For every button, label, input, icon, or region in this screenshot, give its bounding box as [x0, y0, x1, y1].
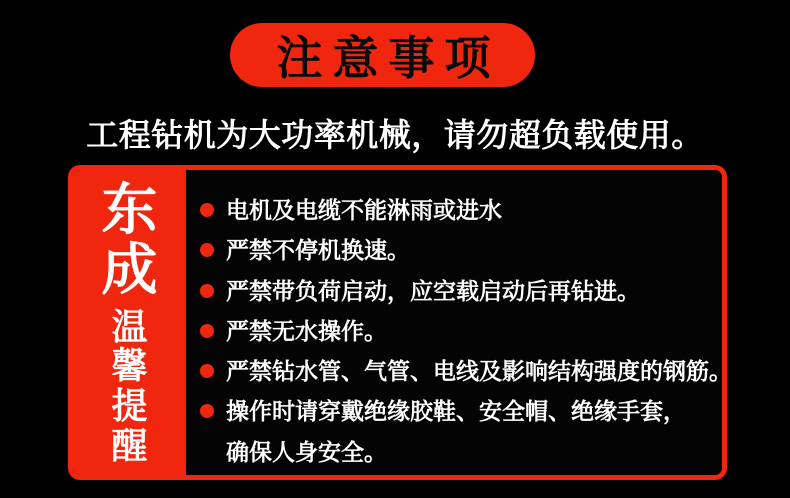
banner-pill	[230, 23, 535, 87]
brand-name: 东成	[101, 177, 158, 301]
bullet-dot-icon	[200, 324, 214, 338]
notice-text: 操作时请穿戴绝缘胶鞋、安全帽、绝缘手套，	[226, 398, 686, 425]
bullet-dot-icon	[200, 284, 214, 298]
brand-strip	[73, 170, 186, 475]
notice-text: 确保人身安全。	[226, 438, 387, 465]
bullet-dot-icon	[200, 364, 214, 378]
notice-text: 严禁不停机换速。	[226, 237, 410, 264]
headline-text: 工程钻机为大功率机械，请勿超负载使用。	[86, 117, 704, 153]
notice-item	[200, 238, 714, 263]
notice-item-continuation	[200, 440, 714, 465]
notice-text: 电机及电缆不能淋雨或进水	[226, 197, 502, 223]
notice-text: 严禁无水操作。	[226, 317, 387, 344]
notice-item	[200, 319, 714, 344]
bullet-dot-icon	[200, 243, 214, 257]
notice-list	[186, 170, 732, 480]
notice-item	[200, 399, 714, 424]
notice-item	[200, 279, 714, 304]
notice-text: 严禁带负荷启动，应空载启动后再钻进。	[226, 277, 640, 304]
notice-item	[200, 198, 714, 223]
notice-item	[200, 358, 732, 385]
bullet-dot-icon	[200, 203, 214, 217]
bullet-dot-icon	[200, 404, 214, 418]
notice-text: 严禁钻水管、气管、电线及影响结构强度的钢筋。	[226, 358, 732, 385]
banner-title: 注意事项	[276, 32, 501, 84]
notice-box	[68, 165, 732, 480]
brand-subtitle: 温馨提醒	[111, 305, 148, 466]
